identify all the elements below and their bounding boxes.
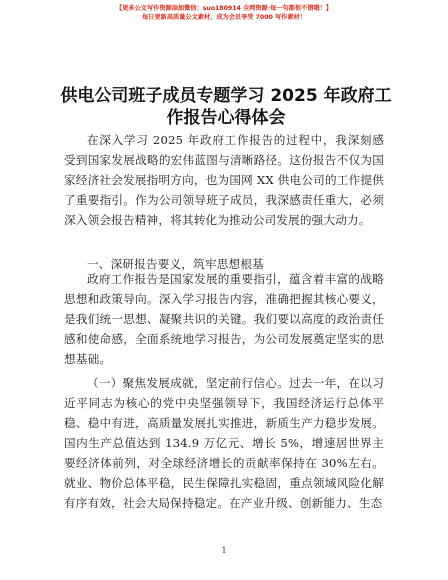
page-number: 1 (221, 546, 227, 555)
section-heading-1: 一、深研报告要义，筑牢思想根基 (87, 257, 264, 271)
promo-banner (0, 4, 448, 22)
document-title: 供电公司班子成员专题学习 2025 年政府工作报告心得体会 (60, 86, 392, 128)
promo-banner-line-2: 每日更新高质量公文素材，成为会员享受 7000 写作素材！ (142, 14, 306, 21)
promo-banner-line-1: 【更多公文写作资源添加微信：suo180914 全网资源·每一句都很不错哦！】 (116, 5, 332, 12)
subsection-1-paragraph: （一）聚焦发展成就，坚定前行信心。过去一年，在以习近平同志为核心的党中央坚强领导下，我国经济运行总体平稳、稳中有进，高质量发展扎实推进，新质生产力稳步发展。国内生产总值达到 134.9 万亿元、增长 5%，增速居世界主要经济体前列，对全球经济增长的贡献率保持在 30%左右。就业、物价总体平稳，民生保障扎实稳固，重点领域风险化解有序有效，社会大局保持稳定。在产业升级、创新能力、生态 (64, 376, 384, 510)
intro-paragraph: 在深入学习 2025 年政府工作报告的过程中，我深刻感受到国家发展战略的宏伟蓝图与清晰路径。这份报告不仅为国家经济社会发展指明方向，也为国网 XX 供电公司的工作提供了重要指引。作为公司领导班子成员，我深感责任重大，必须深入领会报告精神，将其转化为推动公司发展的强大动力。 (64, 133, 384, 227)
section-1-paragraph: 政府工作报告是国家发展的重要指引，蕴含着丰富的战略思想和政策导向。深入学习报告内容，准确把握其核心要义，是我们统一思想、凝聚共识的关键。我们要以高度的政治责任感和使命感，全面系统地学习报告，为公司发展奠定坚实的思想基础。 (64, 272, 384, 366)
